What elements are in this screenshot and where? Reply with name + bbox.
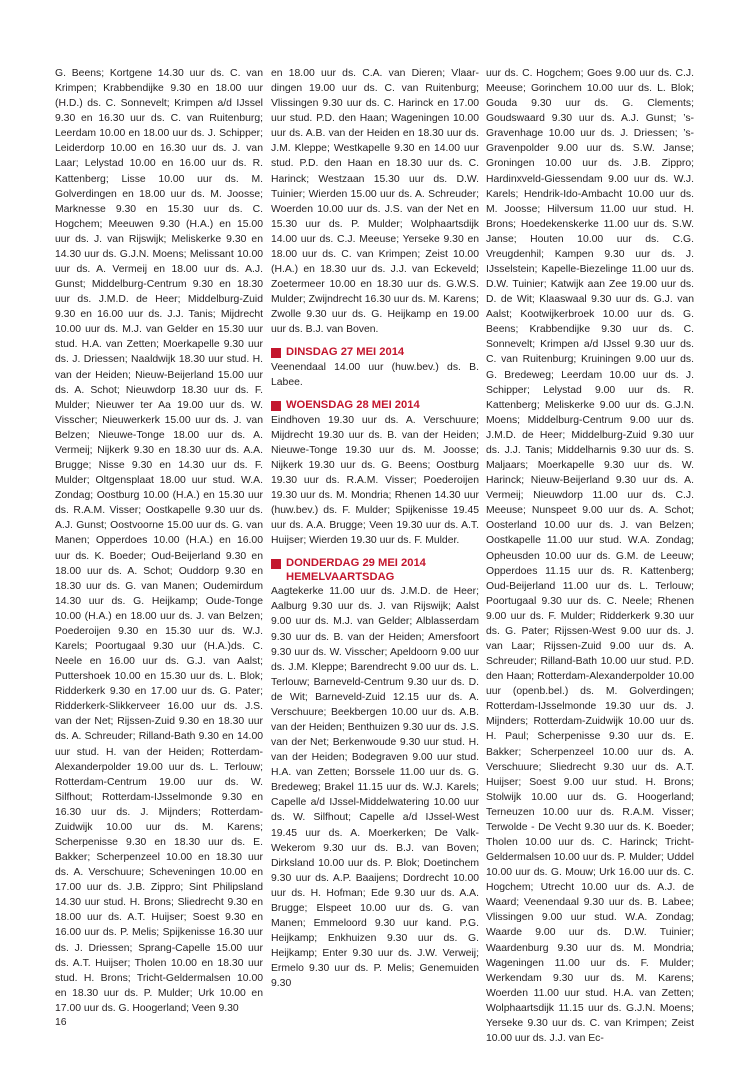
page-number: 16 xyxy=(55,1017,67,1028)
square-bullet-icon xyxy=(271,348,281,358)
heading-line: DONDERDAG 29 MEI 2014 xyxy=(286,557,426,570)
paragraph: Veenendaal 14.00 uur (huw.bev.) ds. B. Labee. xyxy=(271,361,479,388)
section-heading-dinsdag xyxy=(271,346,479,360)
square-bullet-icon xyxy=(271,559,281,569)
paragraph: uur ds. C. Hogchem; Goes 9.00 uur ds. C.J. Meeuse; Gorinchem 10.00 uur ds. L. Blok; Gouda 9.30 uur ds. G. Clements; Goudswaard 9.30 uur ds. A.J. Gunst; ’s-Gravenhage 10.00 uur ds. J. Driessen; ’s-Gravenpolder 9.00 uur ds. S.W. Janse; Groningen 10.00 uur ds. J.B. Zippro; Hardinxveld-Giessendam 9.00 uur ds. W.J. Karels; Hendrik-Ido-Ambacht 10.00 uur ds. M. Joosse; Hilversum 11.00 uur stud. H. Brons; Hoedekenskerke 11.00 uur ds. S.W. Janse; Houten 10.00 uur ds. C.G. Vreugdenhil; Kampen 9.30 uur ds. J. IJsselstein; Kapelle-Biezelinge 11.00 uur ds. D.W. Tuinier; Katwijk aan Zee 19.00 uur ds. D. de Wit; Klaaswaal 9.30 uur ds. G.J. van Aalst; Kootwijkerbroek 10.00 uur ds. G. Beens; Krabbendijke 9.30 uur ds. C. Sonnevelt; Krimpen a/d IJssel 9.30 uur ds. C. van Ruitenburg; Kruiningen 9.00 uur ds. G. Bredeweg; Leerdam 10.00 uur ds. J. Schipper; Lelystad 9.00 uur ds. R. Kattenberg; Meliskerke 9.00 uur ds. G.J.N. Moens; Middelburg-Centrum 9.00 uur ds. J.M.D. de Heer; Middelburg-Zuid 9.30 uur ds. J.J. Tanis; Middelharnis 9.30 uur ds. S. Maljaars; Moerkapelle 9.30 uur ds. W. Harinck; Nieuw-Beijerland 9.30 uur ds. A. Vermeij; Nieuwdorp 11.00 uur ds. C.J. Meeuse; Nunspeet 9.00 uur ds. A. Schot; Oosterland 10.00 uur ds. J. van Belzen; Oostkapelle 11.00 uur stud. W.A. Zondag; Opheusden 10.00 uur ds. G.M. de Leeuw; Opperdoes 11.15 uur ds. R. Kattenberg; Oud-Beijerland 11.00 uur ds. L. Terlouw; Poortugaal 9.30 uur ds. C. Neele; Rhenen 9.00 uur ds. F. Mulder; Ridderkerk 9.30 uur ds. G. Pater; Rijssen-West 9.00 uur ds. J. van Laar; Rijssen-Zuid 9.00 uur ds. A. Schreuder; Rilland-Bath 10.00 uur stud. P.D. den Haan; Rotterdam-Alexanderpolder 10.00 uur (openb.bel.) ds. M. Golverdingen; Rotterdam-IJsselmonde 19.30 uur ds. J. Mijnders; Rotterdam-Zuidwijk 10.00 uur ds. H. Paul; Scherpenisse 9.30 uur ds. E. Bakker; Scherpenzeel 10.00 uur ds. A. Verschuure; Sliedrecht 9.30 uur ds. A.T. Huijser; Soest 9.00 uur stud. H. Brons; Stolwijk 10.00 uur ds. G. Hoogerland; Terneuzen 10.00 uur ds. R.A.M. Visser; Terwolde - De Vecht 9.30 uur ds. K. Boeder; Tholen 10.00 uur ds. C. Harinck; Tricht-Geldermalsen 10.00 uur ds. P. Mulder; Uddel 10.00 uur ds. G. Mouw; Urk 16.00 uur ds. C. Hogchem; Utrecht 10.00 uur ds. A.J. de Waard; Veenendaal 9.30 uur ds. B. Labee; Vlissingen 9.00 uur stud. W.A. Zondag; Waarde 9.00 uur ds. D.W. Tuinier; Waardenburg 9.30 uur ds. M. Mondria; Wageningen 11.00 uur ds. F. Mulder; Werkendam 9.30 uur ds. M. Karens; Woerden 11.00 uur stud. H.A. van Zetten; Wolphaartsdijk 11.15 uur ds. G.J.N. Moens; Yerseke 9.30 uur ds. C. van Krimpen; Zeist 10.00 uur ds. J.J. van Ec- xyxy=(486,68,694,1044)
paragraph: en 18.00 uur ds. C.A. van Dieren; Vlaardingen 19.00 uur ds. C. van Ruitenburg; Vlissingen 9.30 uur ds. C. Harinck en 17.00 uur stud. P.D. den Haan; Wageningen 10.00 uur ds. A.B. van der Heiden en 18.30 uur ds. J.M. Kleppe; Westkapelle 9.30 en 14.00 uur stud. P.D. den Haan en 18.30 uur ds. C. Harinck; Westzaan 15.30 uur ds. D.W. Tuinier; Wierden 15.00 uur ds. A. Schreuder; Woerden 10.00 uur ds. J.S. van der Net en 15.30 uur ds. P. Mulder; Wolphaartsdijk 14.00 uur ds. C.J. Meeuse; Yerseke 9.30 en 18.00 uur ds. C. van Krimpen; Zeist 10.00 (H.A.) en 18.30 uur ds. J.J. van Eckeveld; Zoetermeer 10.00 en 18.30 uur ds. G.W.S. Mulder; Zwijndrecht 16.30 uur ds. M. Karens; Zwolle 9.30 uur ds. G. Heijkamp en 19.00 uur ds. B.J. van Boven. xyxy=(271,68,479,336)
heading-line: WOENSDAG 28 MEI 2014 xyxy=(286,399,420,412)
section-heading-woensdag xyxy=(271,399,479,413)
section-heading-donderdag xyxy=(271,557,479,584)
heading-line: DINSDAG 27 MEI 2014 xyxy=(286,346,405,359)
square-bullet-icon xyxy=(271,401,281,411)
paragraph: G. Beens; Kortgene 14.30 uur ds. C. van Krimpen; Krabbendijke 9.30 en 18.00 uur (H.D.) ds. C. Sonnevelt; Krimpen a/d IJssel 9.30 en 16.30 uur ds. C. van Ruitenburg; Leerdam 10.00 en 18.00 uur ds. J. Schipper; Leiderdorp 10.00 en 16.30 uur ds. J. van Laar; Lelystad 10.00 en 16.00 uur ds. R. Kattenberg; Lisse 10.00 uur ds. M. Golverdingen en 18.00 uur ds. M. Joosse; Marknesse 9.30 en 15.30 uur ds. C. Hogchem; Meeuwen 9.30 (H.A.) en 15.00 uur ds. J. van Rijswijk; Meliskerke 9.30 en 14.30 uur ds. G.J.N. Moens; Melissant 10.00 uur ds. A. Vermeij en 18.00 uur ds. A.J. Gunst; Middelburg-Centrum 9.30 en 18.30 uur ds. J.M.D. de Heer; Middelburg-Zuid 9.30 en 16.00 uur ds. J.J. Tanis; Mijdrecht 10.00 uur ds. M.J. van Gelder en 15.30 uur stud. H.A. van Zetten; Moerkapelle 9.30 uur ds. J. Driessen; Naaldwijk 18.30 uur stud. H. van der Heiden; Nieuw-Beijerland 15.00 uur ds. A. Schot; Nieuwdorp 18.30 uur ds. F. Mulder; Nieuwer ter Aa 19.00 uur ds. W. Visscher; Nieuwerkerk 15.00 uur ds. J. van Belzen; Nieuwe-Tonge 18.00 uur ds. A. Vermeij; Nijkerk 9.30 en 18.30 uur ds. A.A. Brugge; Nisse 9.30 en 14.30 uur ds. F. Mulder; Oltgensplaat 18.00 uur stud. W.A. Zondag; Oostburg 10.00 (H.A.) en 15.30 uur ds. R.A.M. Visser; Oostkapelle 9.30 uur ds. A.J. Gunst; Oostvoorne 15.00 uur ds. G. van Manen; Opperdoes 10.00 (H.A.) en 16.00 uur ds. K. Boeder; Oud-Beijerland 9.30 en 18.00 uur ds. A. Schot; Ouddorp 9.30 en 18.30 uur ds. G. van Manen; Oudemirdum 14.30 uur ds. G. Heijkamp; Oude-Tonge 10.00 (H.A.) en 18.00 uur ds. J. van Belzen; Poederoijen 9.30 en 15.30 uur ds. W.J. Karels; Poortugaal 9.30 uur (H.A.)ds. C. Neele en 16.00 uur ds. G.J. van Aalst; Puttershoek 10.00 en 15.30 uur ds. L. Blok; Ridderkerk 9.30 en 17.00 uur ds. G. Pater; Ridderkerk-Slikkerveer 16.00 uur ds. J.S. van der Net; Rijssen-Zuid 9.30 en 18.30 uur ds. A. Schreuder; Rilland-Bath 9.30 en 14.00 uur stud. H. van der Heiden; Rotterdam-Alexanderpolder 19.00 uur ds. L. Terlouw; Rotterdam-Centrum 19.00 uur ds. W. Silfhout; Rotterdam-IJsselmonde 9.30 en 16.30 uur ds. J. Mijnders; Rotterdam-Zuidwijk 10.00 uur ds. M. Karens; Scherpenisse 9.30 en 18.30 uur ds. E. Bakker; Scherpenzeel 10.00 en 18.30 uur ds. A. Verschuure; Scheveningen 10.00 en 17.00 uur ds. J.B. Zippro; Sint Philipsland 14.30 uur stud. H. Brons; Sliedrecht 9.30 en 18.00 uur ds. A.T. Huijser; Soest 9.30 en 16.00 uur ds. P. Melis; Spijkenisse 16.30 uur ds. J. Driessen; Sprang-Capelle 15.00 uur ds. A.T. Huijser; Tholen 10.00 en 18.30 uur stud. H. Brons; Tricht-Geldermalsen 10.00 en 18.30 uur ds. P. Mulder; Urk 10.00 en 17.00 uur ds. G. Hoogerland; Veen 9.30 xyxy=(55,68,263,1014)
paragraph: Eindhoven 19.30 uur ds. A. Verschuure; Mijdrecht 19.30 uur ds. B. van der Heiden; Nieuwe-Tonge 19.30 uur ds. M. Joosse; Nijkerk 19.30 uur ds. G. Beens; Oostburg 19.30 uur ds. R.A.M. Visser; Poederoijen 19.30 uur ds. M. Mondria; Rhenen 14.30 uur (huw.bev.) ds. F. Mulder; Spijkenisse 19.45 uur ds. A.A. Brugge; Veen 19.30 uur ds. A.T. Huijser; Wierden 19.30 uur ds. F. Mulder. xyxy=(271,414,479,547)
text-column-2 xyxy=(271,66,479,991)
heading-subline: HEMELVAARTSDAG xyxy=(286,570,395,583)
text-column-3 xyxy=(486,66,694,1046)
paragraph: Aagtekerke 11.00 uur ds. J.M.D. de Heer; Aalburg 9.30 uur ds. J. van Rijswijk; Aalst 9.00 uur ds. M.J. van Gelder; Alblasserdam 9.30 uur ds. B. van der Heiden; Amersfoort 9.30 uur ds. W. Visscher; Apeldoorn 9.00 uur ds. J.M. Kleppe; Barendrecht 9.00 uur ds. L. Terlouw; Barneveld-Centrum 9.30 uur ds. D. de Wit; Barneveld-Zuid 12.15 uur ds. A. Verschuure; Beekbergen 10.00 uur ds. A.B. van der Heiden; Benthuizen 9.30 uur ds. J.S. van der Net; Berkenwoude 9.30 uur stud. H. van der Heiden; Bodegraven 9.00 uur stud. H.A. van Zetten; Borssele 11.00 uur ds. G. Bredeweg; Brakel 11.15 uur ds. W.J. Karels; Capelle a/d IJssel-Middelwatering 10.00 uur ds. W. Silfhout; Capelle a/d IJssel-West 19.45 uur ds. A. Moerkerken; De Valk-Wekerom 9.30 uur ds. B.J. van Boven; Dirksland 10.00 uur ds. P. Blok; Doetinchem 9.30 uur ds. A.P. Baaijens; Dordrecht 10.00 uur ds. H. Hofman; Ede 9.30 uur ds. A.A. Brugge; Elspeet 10.00 uur ds. G. van Manen; Emmeloord 9.30 uur kand. P.G. Heijkamp; Enkhuizen 9.30 uur ds. G. Heijkamp; Enter 9.30 uur ds. J.W. Verweij; Ermelo 9.30 uur ds. P. Melis; Genemuiden 9.30 xyxy=(271,586,479,990)
text-column-1 xyxy=(55,66,263,1016)
